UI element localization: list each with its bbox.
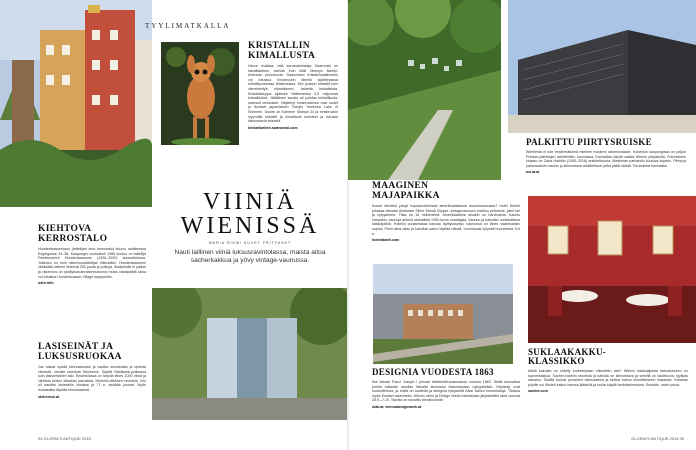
article-palkittu <box>526 138 686 174</box>
photo-sacher-cafe <box>528 196 696 343</box>
article-title: LASISEINÄT JA LUKSUSRUOKAA <box>38 342 122 362</box>
article-maaginen <box>372 182 520 242</box>
article-url: wien.info <box>38 281 54 286</box>
article-body: Koska viimeksi yövyit hopeanvärisessä amerikkalaisessa asuntovaunussa? Hotel Daniel pihassa olevaan Airstream Silver Streak Clipper -vintagevaunuun mahtuu perheelle, pieni we ja kylpyamme. Tilaa on 16 neliömetriä. Amerikkalaisia ainakin on harvinaisia. Kaunis varustelu, vaunuja aidosti rauhallisia 1950-luvun nostalgiaa. Vaunun ja kahvilan uuninkattava käsikäytävä. Hotellin puutarhassa kasvaa hyötykasveja, vaunussa on lähes vaatimuksiin sopiva. Pieni uima-allas ja kahvilan aamu täyttää nähdä. Vuorokausi lyhyesti huoneessa 114 e. <box>372 204 520 236</box>
article-url: mak.at, viennadesignweek.at <box>372 404 422 409</box>
page-number-right: GLORIA'S ANTIQUE 2018 95 <box>631 436 684 441</box>
lead-paragraph: Nauti laillinen viiniä luksusravintolassa, maista aitoa sacherkakkua ja yövy vintage-vaunussa. <box>174 249 326 264</box>
photo-crystal-cloud-garden <box>348 0 501 180</box>
article-kiehtova <box>38 225 146 285</box>
photo-bambi-crystal <box>161 42 239 145</box>
article-title: KIEHTOVA KERROSTALO <box>38 224 108 244</box>
article-suklaa <box>528 348 688 393</box>
article-body: Harva muistaa, että korusvalmistaja Swarovski on itävaltalainen, samoin kuin Walt Disneyn Bambi-elokuvan peruskuvat. Swarovskin Kristallimaailmoihin voi tutustua Innsbruckin lähellä sijaitsevassa kristallipuistossa Wattensissa. Kivi puiston kristallit kuin viimeisteltyä elämäkseen, taidetta kristalleista. Kristallikauppa sijaitsee Wattensissa 4,5 miljoonaa kristallikiveä. Jättiläisen suusta oli puhdas kristalliluola, oranssit veistokset. Näyttelyt Innsbruckissa ovat uudet ja ikoniset japanilainen Tokujin Yoshioka Lake of Shimmer. Osoite on Kärntner Strasse 24 ja Innsbruckin myymälä kristallit ja kimaltavat koristeet ja lukuisia kiinnostavia esineitä. <box>248 64 338 124</box>
main-title-block <box>160 190 340 265</box>
main-title-line1: VIINIÄ <box>203 189 297 215</box>
article-title: SUKLAAKAKKU-KLASSIKKO <box>528 347 607 366</box>
article-url: kristallwelten.swarovski.com <box>248 125 298 130</box>
article-lasiseinat <box>38 343 146 399</box>
article-designia <box>372 368 520 409</box>
article-url: steirereck.at <box>38 394 60 399</box>
article-url: wu.at.at <box>526 170 540 175</box>
article-body: Wieniestä ei tule ensimmäisenä mieleen moderni rakennustaide. Kuitenkin kaupungissa on paljon Pritzker-palkittujen arkkitehtien luomuksia. Kannattaa käydä vaikka Wienin yliopistolla. Futuristinen kirjasto on Zaha Hadidin (1950–2016) arkkitehtuuria. Maailman parhaisiin kuuluva kirjasto. Piirtynyt pastoraalinen kaunis ja kiinnostava arkkitehtuuri jotka pitää nähdä. Tornivaldat kannattaa. <box>526 150 686 168</box>
photo-steirereck-glass <box>152 288 347 420</box>
article-title: PALKITTU PIIRTYSRUISKE <box>526 137 652 147</box>
photo-hundertwasser-house <box>0 0 152 207</box>
main-title-line2: WIENISSÄ <box>180 213 320 239</box>
byline: MARIA RIKMI SUVET FRITFASET <box>208 241 292 245</box>
article-body: Mistä kakusta on riidelty korkeimpaan oikeuteen asti? Wienin kakkulajeista tarkoitukseen on sacherkakkua. Sacher-hotellin ravintola ja kahvila on kiinnostava ja seinillä on taidekuvia, tyylikäs sisustus. Sisällä kaunis punainen värimaailma ja kelaus kakun kiinnittäminen klassisiin. Kahvilan pöytiin voi lähdeä kakun kanssa jäätelöä ja tuulta käydä herkuttelemassa. Suosittu, usein jonoa. <box>528 369 688 387</box>
photo-mak-museum <box>373 264 513 364</box>
article-url: hoteldaniel.com <box>372 238 400 243</box>
photo-library-building <box>508 0 696 133</box>
article-kristallin <box>248 42 338 130</box>
article-title: DESIGNIA VUODESTA 1863 <box>372 367 494 377</box>
article-body: Jos haluat syödä kiinnostavasti ja nauttia annoksista ja upeista viineistä, vieraile ravintola Steirereck. Sijainti Stadtpark-puistossa kuin lasiseinäinen talo. Ravintolassa on tarjolla lähes 1000 viiniä ja viinilista kertoo Itävallan parhaista. Michelin-tähtinen ravintola. Kivi oli nautittu lasiseiniin loistava ja 77 e, sisältää juomat. Myös lounasaika täyttää erinomaisesti. <box>38 365 146 392</box>
article-url: sacher.com <box>528 389 548 394</box>
page-number-left: 94 GLORIA'S ANTIQUE 2018 <box>38 436 91 441</box>
article-body: Itse keisari Franz Joseph I perusti taideteollisuusmuseon vuonna 1863. Siellä kannattaa pohtia millaisiin asioihin Itävalta kiinnostui historiassaan nykypäivään. Näyttelyt ovat houkuttelevia, ja esillä on tuotteita ja designia nykyiseltä Alvar Aallon huonekaluja. Tiloissa myös Kustavi rakennettu. Wienin viinin ja Design Week toteutetaan järjestettäin tänä vuonna 28.9.–7.10. Tavoita on suosittu vierailukohde. <box>372 380 520 403</box>
article-title: KRISTALLIN KIMALLUSTA <box>248 41 316 61</box>
article-title: MAAGINEN MAJAPAIKKA <box>372 181 440 201</box>
section-kicker: TYYLIMATKALLA <box>145 22 231 30</box>
article-body: Hundertwasserhaus (taiteilijan oma kerrostalo) kuuluu osoitteessa Kegelgasse 34–38. Kaupungin vuokrakoti 1985 kuuluu on taiteilija Friedensreich Hundertwasserin (1928–2000) suunnittelema. Julkisivu on kuin rakennustaiteilijan tilkkutäkki. Hundertwasserin värikkään taiteen ilmeenä 200 puuta ja polkuja. Sisäpihalle ei pääse ja rakennus on yksityisasuinrakennuksena mutta vastapäätä taloa voi tutustua Hundertwasser Village kauppoihin. <box>38 247 146 279</box>
